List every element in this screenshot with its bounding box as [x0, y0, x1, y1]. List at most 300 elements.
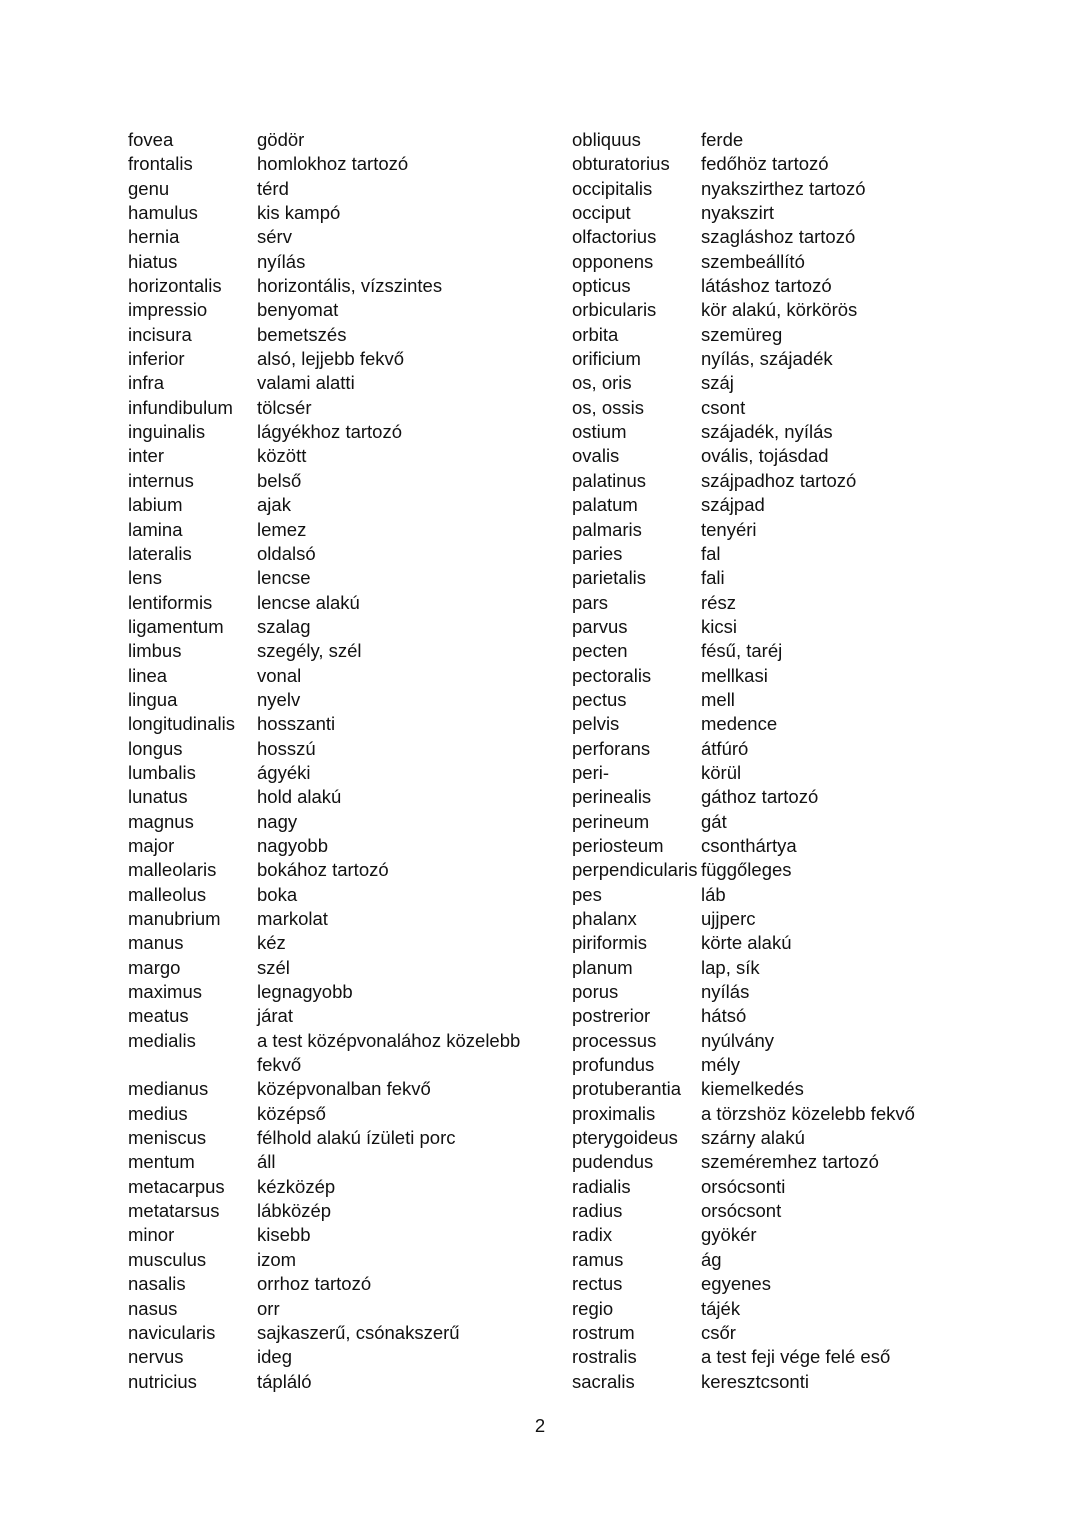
hungarian-meaning: lap, sík [701, 956, 760, 978]
latin-term: major [128, 834, 175, 856]
glossary-left-column [128, 128, 548, 1394]
glossary-entry [128, 1321, 548, 1345]
latin-term: lamina [128, 518, 183, 540]
glossary-entry [572, 639, 972, 663]
latin-term: nervus [128, 1346, 184, 1368]
hungarian-meaning: kéz [257, 932, 286, 954]
latin-term: rostrum [572, 1321, 635, 1343]
hungarian-meaning: nyakszirt [701, 202, 774, 224]
latin-term: hernia [128, 226, 180, 248]
hungarian-meaning: gáthoz tartozó [701, 786, 819, 808]
glossary-entry [572, 1004, 972, 1028]
glossary-entry [572, 518, 972, 542]
latin-term: palatinus [572, 469, 647, 491]
hungarian-meaning: kézközép [257, 1175, 336, 1197]
glossary-right-column [572, 128, 972, 1394]
latin-term: pelvis [572, 713, 620, 735]
hungarian-meaning: lencse alakú [257, 591, 360, 613]
glossary-entry [128, 274, 548, 298]
glossary-entry [572, 615, 972, 639]
latin-term: parvus [572, 615, 628, 637]
hungarian-meaning: körte alakú [701, 932, 792, 954]
hungarian-meaning: egyenes [701, 1273, 771, 1295]
latin-term: minor [128, 1224, 175, 1246]
latin-term: profundus [572, 1054, 655, 1076]
hungarian-meaning: szemüreg [701, 323, 783, 345]
hungarian-meaning: szájpadhoz tartozó [701, 469, 857, 491]
latin-term: medius [128, 1102, 188, 1124]
hungarian-meaning: áll [257, 1151, 276, 1173]
latin-term: infundibulum [128, 396, 233, 418]
hungarian-meaning: alsó, lejjebb fekvő [257, 348, 405, 370]
hungarian-meaning: nyílás [257, 250, 306, 272]
glossary-entry [128, 615, 548, 639]
latin-term: infra [128, 372, 164, 394]
hungarian-meaning: szájpad [701, 494, 765, 516]
latin-term: lentiformis [128, 591, 213, 613]
glossary-entry [572, 1223, 972, 1247]
hungarian-meaning: szél [257, 956, 290, 978]
glossary-entry [572, 225, 972, 249]
latin-term: pars [572, 591, 608, 613]
hungarian-meaning: orsócsont [701, 1200, 782, 1222]
hungarian-meaning: nagy [257, 810, 298, 832]
latin-term: longitudinalis [128, 713, 235, 735]
glossary-entry [572, 834, 972, 858]
hungarian-meaning: legnagyobb [257, 981, 353, 1003]
glossary-entry [128, 250, 548, 274]
hungarian-meaning: átfúró [701, 737, 749, 759]
hungarian-meaning: orsócsonti [701, 1175, 786, 1197]
latin-term: porus [572, 981, 619, 1003]
glossary-entry [572, 810, 972, 834]
glossary-entry [572, 250, 972, 274]
latin-term: maximus [128, 981, 203, 1003]
glossary-entry [128, 1004, 548, 1028]
hungarian-meaning: tenyéri [701, 518, 757, 540]
glossary-entry [572, 1370, 972, 1394]
glossary-entry [128, 493, 548, 517]
glossary-entry [572, 347, 972, 371]
latin-term: metacarpus [128, 1175, 225, 1197]
hungarian-meaning: középső [257, 1102, 326, 1124]
hungarian-meaning: kicsi [701, 615, 737, 637]
latin-term: lateralis [128, 542, 192, 564]
hungarian-meaning: benyomat [257, 299, 339, 321]
hungarian-meaning: szagláshoz tartozó [701, 226, 856, 248]
latin-term: lingua [128, 688, 178, 710]
glossary-entry [128, 1248, 548, 1272]
hungarian-meaning: bokához tartozó [257, 859, 389, 881]
hungarian-meaning: szájadék, nyílás [701, 421, 833, 443]
hungarian-meaning: járat [257, 1005, 293, 1027]
hungarian-meaning: a törzshöz közelebb fekvő [701, 1102, 915, 1124]
latin-term: periosteum [572, 834, 664, 856]
hungarian-meaning: csonthártya [701, 834, 797, 856]
latin-term: radix [572, 1224, 613, 1246]
latin-term: parietalis [572, 567, 647, 589]
hungarian-meaning: fésű, taréj [701, 640, 783, 662]
glossary-entry [572, 323, 972, 347]
latin-term: palmaris [572, 518, 642, 540]
glossary-entry [128, 1102, 548, 1126]
glossary-entry [572, 688, 972, 712]
hungarian-meaning: függőleges [701, 859, 792, 881]
glossary-entry [572, 1175, 972, 1199]
glossary-entry [128, 761, 548, 785]
hungarian-meaning: hosszú [257, 737, 316, 759]
latin-term: nasalis [128, 1273, 186, 1295]
hungarian-meaning: kiemelkedés [701, 1078, 804, 1100]
latin-term: internus [128, 469, 194, 491]
latin-term: perineum [572, 810, 650, 832]
glossary-entry [128, 883, 548, 907]
latin-term: musculus [128, 1248, 207, 1270]
glossary-entry [128, 907, 548, 931]
glossary-entry [572, 177, 972, 201]
glossary-entry [572, 128, 972, 152]
glossary-entry [572, 664, 972, 688]
hungarian-meaning: sérv [257, 226, 292, 248]
hungarian-meaning: szalag [257, 615, 311, 637]
latin-term: orificium [572, 348, 641, 370]
hungarian-meaning: hold alakú [257, 786, 342, 808]
hungarian-meaning: csőr [701, 1321, 736, 1343]
latin-term: os, ossis [572, 396, 644, 418]
latin-term: lens [128, 567, 162, 589]
hungarian-meaning: ág [701, 1248, 722, 1270]
latin-term: orbita [572, 323, 619, 345]
glossary-entry [128, 469, 548, 493]
glossary-entry [128, 1272, 548, 1296]
glossary-entry [572, 444, 972, 468]
latin-term: margo [128, 956, 181, 978]
hungarian-meaning: között [257, 445, 307, 467]
latin-term: phalanx [572, 908, 637, 929]
hungarian-meaning: nyakszirthez tartozó [701, 177, 866, 199]
glossary-entry [572, 566, 972, 590]
latin-term: fovea [128, 129, 174, 150]
glossary-entry [572, 883, 972, 907]
hungarian-meaning: félhold alakú ízületi porc [257, 1127, 456, 1149]
glossary-entry [128, 420, 548, 444]
latin-term: regio [572, 1297, 614, 1319]
glossary-entry [128, 1297, 548, 1321]
latin-term: orbicularis [572, 299, 657, 321]
glossary-entry [572, 761, 972, 785]
hungarian-meaning: gödör [257, 129, 305, 150]
glossary-entry [128, 128, 548, 152]
glossary-entry [572, 712, 972, 736]
latin-term: frontalis [128, 153, 193, 175]
glossary-entry [572, 201, 972, 225]
latin-term: opticus [572, 275, 631, 297]
latin-term: navicularis [128, 1321, 216, 1343]
hungarian-meaning: ágyéki [257, 761, 311, 783]
hungarian-meaning: nyelv [257, 688, 301, 710]
hungarian-meaning: homlokhoz tartozó [257, 153, 409, 175]
hungarian-meaning: orr [257, 1297, 280, 1319]
latin-term: mentum [128, 1151, 195, 1173]
hungarian-meaning: gyökér [701, 1224, 757, 1246]
latin-term: pterygoideus [572, 1127, 678, 1149]
glossary-entry [128, 1175, 548, 1199]
glossary-entry [572, 1199, 972, 1223]
latin-term: pudendus [572, 1151, 654, 1173]
hungarian-meaning: lábközép [257, 1200, 332, 1222]
glossary-entry [128, 1029, 548, 1078]
latin-term: sacralis [572, 1370, 635, 1392]
glossary-entry [128, 152, 548, 176]
latin-term: paries [572, 542, 623, 564]
latin-term: occiput [572, 202, 631, 224]
glossary-entry [572, 1321, 972, 1345]
hungarian-meaning: tölcsér [257, 396, 312, 418]
latin-term: inter [128, 445, 164, 467]
hungarian-meaning: kisebb [257, 1224, 311, 1246]
glossary-entry [128, 566, 548, 590]
glossary-entry [128, 664, 548, 688]
latin-term: inferior [128, 348, 185, 370]
glossary-entry [572, 1272, 972, 1296]
glossary-entry [572, 1077, 972, 1101]
hungarian-meaning: mellkasi [701, 664, 768, 686]
glossary-entry [572, 542, 972, 566]
hungarian-meaning: száj [701, 372, 734, 394]
latin-term: proximalis [572, 1102, 656, 1124]
latin-term: manubrium [128, 908, 221, 929]
glossary-entry [572, 1053, 972, 1077]
glossary-entry [128, 956, 548, 980]
glossary-entry [128, 371, 548, 395]
hungarian-meaning: oldalsó [257, 542, 316, 564]
hungarian-meaning: fal [701, 542, 721, 564]
hungarian-meaning: nyílás [701, 981, 750, 1003]
hungarian-meaning: a test feji vége felé eső [701, 1346, 891, 1368]
latin-term: obturatorius [572, 153, 670, 175]
latin-term: radius [572, 1200, 623, 1222]
glossary-entry [572, 298, 972, 322]
latin-term: olfactorius [572, 226, 657, 248]
glossary-entry [572, 591, 972, 615]
glossary-entry [128, 518, 548, 542]
latin-term: magnus [128, 810, 194, 832]
page-number: 2 [534, 1415, 546, 1436]
glossary-entry [572, 956, 972, 980]
glossary-entry [128, 444, 548, 468]
hungarian-meaning: medence [701, 713, 778, 735]
hungarian-meaning: belső [257, 469, 302, 491]
hungarian-meaning: térd [257, 177, 289, 199]
glossary-entry [572, 1248, 972, 1272]
latin-term: perpendicularis [572, 859, 698, 881]
latin-term: rectus [572, 1273, 623, 1295]
glossary-entry [128, 858, 548, 882]
hungarian-meaning: hosszanti [257, 713, 336, 735]
glossary-entry [128, 323, 548, 347]
latin-term: metatarsus [128, 1200, 220, 1222]
glossary-entry [128, 980, 548, 1004]
glossary-entry [128, 542, 548, 566]
glossary-entry [128, 201, 548, 225]
latin-term: processus [572, 1029, 657, 1051]
hungarian-meaning: szárny alakú [701, 1127, 805, 1149]
glossary-entry [572, 274, 972, 298]
latin-term: opponens [572, 250, 654, 272]
glossary-entry [128, 1370, 548, 1394]
latin-term: protuberantia [572, 1078, 682, 1100]
latin-term: labium [128, 494, 183, 516]
glossary-entry [128, 931, 548, 955]
latin-term: ostium [572, 421, 627, 443]
hungarian-meaning: kis kampó [257, 202, 341, 224]
hungarian-meaning: szeméremhez tartozó [701, 1151, 879, 1173]
glossary-entry [128, 298, 548, 322]
latin-term: palatum [572, 494, 638, 516]
glossary-entry [128, 1077, 548, 1101]
latin-term: rostralis [572, 1346, 637, 1368]
hungarian-meaning: középvonalban fekvő [257, 1078, 431, 1100]
glossary-entry [572, 737, 972, 761]
glossary-entry [572, 420, 972, 444]
latin-term: radialis [572, 1175, 631, 1197]
latin-term: ramus [572, 1248, 624, 1270]
hungarian-meaning: lemez [257, 518, 307, 540]
latin-term: piriformis [572, 932, 648, 954]
latin-term: hiatus [128, 250, 178, 272]
glossary-entry [572, 371, 972, 395]
latin-term: medialis [128, 1029, 196, 1051]
hungarian-meaning: izom [257, 1248, 297, 1270]
glossary-entry [572, 1102, 972, 1126]
hungarian-meaning: horizontális, vízszintes [257, 275, 443, 297]
latin-term: perinealis [572, 786, 652, 808]
glossary-entry [128, 639, 548, 663]
latin-term: horizontalis [128, 275, 222, 297]
glossary-entry [572, 1126, 972, 1150]
hungarian-meaning: kör alakú, körkörös [701, 299, 858, 321]
hungarian-meaning: lágyékhoz tartozó [257, 421, 403, 443]
latin-term: pecten [572, 640, 628, 662]
latin-term: pes [572, 883, 602, 905]
latin-term: incisura [128, 323, 192, 345]
hungarian-meaning: hátsó [701, 1005, 747, 1027]
glossary-entry [572, 785, 972, 809]
hungarian-meaning: mély [701, 1054, 741, 1076]
latin-term: lumbalis [128, 761, 196, 783]
hungarian-meaning: orrhoz tartozó [257, 1273, 372, 1295]
latin-term: longus [128, 737, 183, 759]
glossary-entry [128, 1126, 548, 1150]
latin-term: postrerior [572, 1005, 651, 1027]
latin-term: nutricius [128, 1370, 197, 1392]
hungarian-meaning: keresztcsonti [701, 1370, 809, 1392]
glossary-entry [128, 1150, 548, 1174]
latin-term: manus [128, 932, 184, 954]
latin-term: linea [128, 664, 168, 686]
glossary-entry [128, 712, 548, 736]
hungarian-meaning: nyílás, szájadék [701, 348, 833, 370]
glossary-entry [128, 177, 548, 201]
hungarian-meaning: ajak [257, 494, 291, 516]
glossary-entry [128, 834, 548, 858]
hungarian-meaning: fedőhöz tartozó [701, 153, 829, 175]
glossary-entry [572, 152, 972, 176]
hungarian-meaning: sajkaszerű, csónakszerű [257, 1321, 460, 1343]
hungarian-meaning: ujjperc [701, 908, 756, 929]
hungarian-meaning: vonal [257, 664, 302, 686]
glossary-entry [572, 469, 972, 493]
glossary-entry [572, 931, 972, 955]
hungarian-meaning: a test középvonalához közelebb fekvő [257, 1029, 521, 1076]
latin-term: inguinalis [128, 421, 206, 443]
glossary-entry [128, 810, 548, 834]
hungarian-meaning: tájék [701, 1297, 741, 1319]
hungarian-meaning: bemetszés [257, 323, 347, 345]
latin-term: obliquus [572, 129, 641, 150]
latin-term: genu [128, 177, 170, 199]
latin-term: malleolaris [128, 859, 217, 881]
hungarian-meaning: látáshoz tartozó [701, 275, 832, 297]
latin-term: hamulus [128, 202, 198, 224]
latin-term: ovalis [572, 445, 620, 467]
latin-term: meniscus [128, 1127, 207, 1149]
hungarian-meaning: rész [701, 591, 736, 613]
latin-term: occipitalis [572, 177, 653, 199]
latin-term: os, oris [572, 372, 632, 394]
hungarian-meaning: nyúlvány [701, 1029, 775, 1051]
hungarian-meaning: ideg [257, 1346, 292, 1368]
glossary-entry [128, 1223, 548, 1247]
glossary-entry [572, 980, 972, 1004]
latin-term: medianus [128, 1078, 209, 1100]
hungarian-meaning: fali [701, 567, 725, 589]
hungarian-meaning: gát [701, 810, 727, 832]
latin-term: meatus [128, 1005, 189, 1027]
hungarian-meaning: mell [701, 688, 735, 710]
hungarian-meaning: ovális, tojásdad [701, 445, 829, 467]
hungarian-meaning: tápláló [257, 1370, 312, 1392]
glossary-entry [572, 396, 972, 420]
hungarian-meaning: körül [701, 761, 742, 783]
glossary-entry [128, 396, 548, 420]
hungarian-meaning: ferde [701, 129, 744, 150]
hungarian-meaning: csont [701, 396, 746, 418]
glossary-entry [128, 688, 548, 712]
latin-term: lunatus [128, 786, 188, 808]
latin-term: limbus [128, 640, 182, 662]
glossary-entry [572, 1345, 972, 1369]
latin-term: malleolus [128, 883, 207, 905]
latin-term: pectoralis [572, 664, 652, 686]
hungarian-meaning: lencse [257, 567, 311, 589]
glossary-entry [128, 1345, 548, 1369]
latin-term: perforans [572, 737, 651, 759]
glossary-entry [128, 347, 548, 371]
latin-term: impressio [128, 299, 208, 321]
glossary-entry [128, 785, 548, 809]
glossary-entry [572, 1297, 972, 1321]
glossary-entry [572, 493, 972, 517]
latin-term: planum [572, 956, 633, 978]
hungarian-meaning: boka [257, 883, 298, 905]
glossary-entry [572, 1150, 972, 1174]
hungarian-meaning: láb [701, 883, 726, 905]
glossary-entry [572, 1029, 972, 1053]
hungarian-meaning: markolat [257, 908, 328, 929]
latin-term: ligamentum [128, 615, 224, 637]
glossary-entry [128, 1199, 548, 1223]
